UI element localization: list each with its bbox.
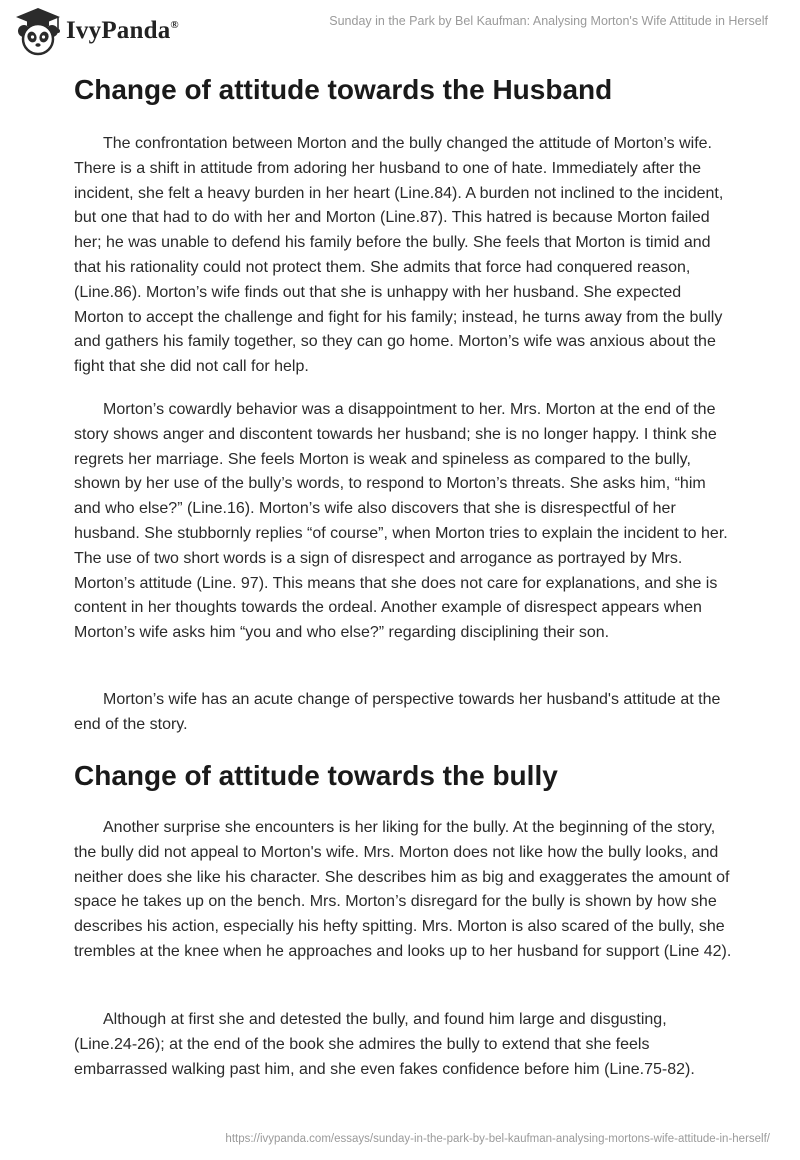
section-heading-bully: Change of attitude towards the bully: [74, 760, 558, 791]
paragraph: Morton’s cowardly behavior was a disappointment to her. Mrs. Morton at the end of the story shows anger and discontent towards her husband; she is no longer happy. I think she regrets her marriage. She feels Morton is weak and spineless as compared to the bully, shown by her use of the bully’s words, to respond to Morton’s threats. She asks him, “him and who else?” (Line.16). Morton’s wife also discovers that she is disrespectful of her husband. She stubbornly replies “of course”, when Morton tries to explain the incident to her. The use of two short words is a sign of disrespect and arrogance as portrayed by Mrs. Morton’s attitude (Line. 97). This means that she does not care for explanations, and she is content in her thoughts towards the ordeal. Another example of disrespect appears when Morton’s wife asks him “you and who else?” regarding disciplining their son.: [74, 401, 728, 642]
paragraph: The confrontation between Morton and the bully changed the attitude of Morton’s wife. There is a shift in attitude from adoring her husband to one of hate. Immediately after the incident, she felt a heavy burden in her heart (Line.84). A burden not inclined to the incident, but one that had to do with her and Morton (Line.87). This hatred is because Morton failed her; he was unable to defend his family before the bully. She feels that Morton is timid and that his rationality could not protect them. She admits that force had conquered reason, (Line.86). Morton’s wife finds out that she is unhappy with her husband. She expected Morton to accept the challenge and fight for his family; instead, he turns away from the bully and gathers his family together, so they can go home. Morton’s wife was anxious about the fight that she did not call for help.: [74, 135, 724, 376]
paragraph: Morton’s wife has an acute change of perspective towards her husband's attitude at the end of the story.: [74, 691, 721, 733]
source-url[interactable]: https://ivypanda.com/essays/sunday-in-the-park-by-bel-kaufman-analysing-mortons-wife-attitude-in-herself/: [225, 1133, 770, 1145]
paragraph: Although at first she and detested the bully, and found him large and disgusting, (Line.24-26); at the end of the book she admires the bully to extend that she feels embarrassed walking past him, and she even fakes confidence before him (Line.75-82).: [74, 1011, 695, 1078]
logo[interactable]: [14, 6, 179, 56]
section-heading-husband: Change of attitude towards the Husband: [74, 74, 613, 105]
logo-text: IvyPanda®: [66, 17, 179, 44]
paragraph: Another surprise she encounters is her liking for the bully. At the beginning of the story, the bully did not appeal to Morton's wife. Mrs. Morton does not like how the bully looks, and neither does she like his character. She describes him as big and exaggerates the amount of space he takes up on the bench. Mrs. Morton’s disregard for the bully is shown by how she describes his action, especially his hefty spitting. Mrs. Morton is also scared of the bully, she trembles at the knee when he approaches and looks up to her husband for support (Line 42).: [74, 819, 732, 960]
page-header: [0, 0, 800, 64]
panda-logo-icon: [14, 6, 62, 56]
document-title: Sunday in the Park by Bel Kaufman: Analysing Morton's Wife Attitude in Herself: [329, 14, 768, 28]
